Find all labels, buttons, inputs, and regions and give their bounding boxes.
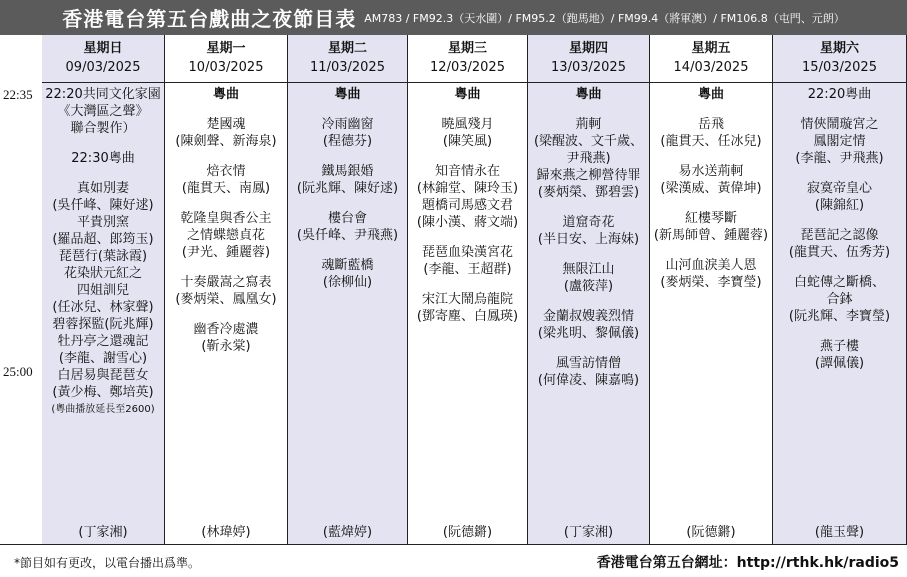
day-header xyxy=(42,35,164,83)
page-footer xyxy=(0,544,907,577)
program-list xyxy=(528,83,649,389)
program-line: (梁漢威、黃偉坤) xyxy=(660,181,762,196)
spacer xyxy=(528,201,649,214)
day-name: 星期四 xyxy=(568,41,608,56)
program-line: 楚國魂 xyxy=(206,117,246,132)
program-line: (陳笑風) xyxy=(442,134,493,149)
day-header xyxy=(165,35,287,83)
day-date: 14/03/2025 xyxy=(673,60,749,75)
program-line: 魂斷藍橋 xyxy=(321,258,374,273)
spacer xyxy=(773,167,906,180)
program-line: 十奏嚴嵩之寫表 xyxy=(180,275,272,290)
spacer xyxy=(773,261,906,274)
program-line: 牡丹亭之還魂記 xyxy=(57,334,149,349)
day-date: 10/03/2025 xyxy=(188,60,264,75)
day-column xyxy=(773,35,907,544)
program-line: (吳仟峰、尹飛燕) xyxy=(296,228,399,243)
program-line: (徐柳仙) xyxy=(322,275,373,290)
program-line: (半日安、上海妹) xyxy=(537,232,640,247)
program-line: (新馬師曾、鍾麗蓉) xyxy=(653,228,769,243)
program-line: 知音情永在 xyxy=(434,164,500,179)
spacer xyxy=(528,295,649,308)
program-line: 碧蓉探監(阮兆輝) xyxy=(52,317,154,332)
program-line: 22:30粵曲 xyxy=(71,151,135,166)
program-line: 題橋司馬感文君 xyxy=(421,198,513,213)
program-line: (陳小漢、蔣文端) xyxy=(416,215,519,230)
program-line: 曉風殘月 xyxy=(441,117,494,132)
program-line: 山河血淚美人恩 xyxy=(665,258,757,273)
day-header xyxy=(528,35,649,83)
host-name: (丁家湘) xyxy=(78,525,128,540)
program-line: (何偉凌、陳嘉鳴) xyxy=(537,373,640,388)
program-line: (黃少梅、鄭培英) xyxy=(52,385,154,400)
day-date: 13/03/2025 xyxy=(551,60,626,75)
day-column xyxy=(42,35,165,544)
spacer xyxy=(528,248,649,261)
spacer xyxy=(165,308,287,321)
program-line: 平貴別窯 xyxy=(76,215,129,230)
program-list xyxy=(288,83,407,291)
program-line: 花染狀元紅之 xyxy=(63,266,142,281)
footer-note: *節目如有更改，以電台播出爲準。 xyxy=(14,556,201,570)
spacer xyxy=(528,342,649,355)
host-name: (藍煒婷) xyxy=(322,525,373,540)
frequency-list: AM783 / FM92.3（天水圍）/ FM95.2（跑馬地）/ FM99.4（將軍澳）/ FM106.8（屯門、元朗） xyxy=(364,11,845,25)
program-line: (任冰兒、林家聲) xyxy=(52,300,154,315)
day-header xyxy=(288,35,407,83)
program-line: (羅品超、郎筠玉) xyxy=(52,232,154,247)
program-line: (李龍、王超群) xyxy=(423,262,512,277)
program-line: (龍貫天、南鳳) xyxy=(181,181,271,196)
program-line: 琵琶行(葉詠霞) xyxy=(58,249,148,264)
host-name: (丁家湘) xyxy=(563,525,614,540)
program-line: (麥炳榮、李寶瑩) xyxy=(660,275,762,290)
spacer xyxy=(408,278,527,291)
page-title: 香港電台第五台戲曲之夜節目表 xyxy=(62,7,357,31)
day-header xyxy=(408,35,527,83)
day-date: 15/03/2025 xyxy=(802,60,877,75)
program-line: 合鉢 xyxy=(826,292,853,307)
program-line: 金蘭叔嫂義烈情 xyxy=(542,309,634,324)
day-date: 09/03/2025 xyxy=(65,60,141,75)
program-line: 焙衣情 xyxy=(206,164,246,179)
spacer xyxy=(165,197,287,210)
host-name: (阮德鏘) xyxy=(442,525,493,540)
program-line: 寂寞帝皇心 xyxy=(806,181,872,196)
program-line: 粵曲 xyxy=(454,87,481,102)
program-line: (靳永棠) xyxy=(201,339,251,354)
day-header xyxy=(650,35,772,83)
spacer xyxy=(773,214,906,227)
program-line: (麥炳榮、鄧碧雲) xyxy=(537,185,640,200)
day-column xyxy=(288,35,408,544)
program-line: 鐵馬銀婚 xyxy=(321,164,374,179)
day-date: 11/03/2025 xyxy=(310,60,385,75)
program-line: 幽香冷處濃 xyxy=(193,322,259,337)
program-line: (龍貫天、伍秀芳) xyxy=(788,245,891,260)
program-line: (阮兆輝、李寶瑩) xyxy=(788,309,891,324)
program-line: (龍貫天、任冰兒) xyxy=(660,134,762,149)
spacer xyxy=(773,325,906,338)
host-name: (林瑋婷) xyxy=(201,525,251,540)
spacer xyxy=(42,167,164,180)
day-column xyxy=(165,35,288,544)
program-line: 之情蝶戀貞花 xyxy=(186,228,265,243)
schedule-grid xyxy=(0,35,907,544)
day-date: 12/03/2025 xyxy=(430,60,505,75)
program-line: 鳳閣定情 xyxy=(813,134,866,149)
host-name: (龍玉聲) xyxy=(814,525,865,540)
program-line: 22:20粵曲 xyxy=(807,87,872,102)
spacer xyxy=(408,231,527,244)
time-end: 25:00 xyxy=(3,364,33,379)
program-line: 岳飛 xyxy=(697,117,724,132)
day-column xyxy=(528,35,650,544)
program-line: 紅樓琴斷 xyxy=(684,211,737,226)
program-line: 無限江山 xyxy=(562,262,615,277)
program-line: 乾隆皇與香公主 xyxy=(180,211,272,226)
program-line: 風雪訪情僧 xyxy=(555,356,621,371)
program-list xyxy=(42,83,164,418)
day-column xyxy=(408,35,528,544)
program-list xyxy=(650,83,772,291)
day-header xyxy=(773,35,906,83)
program-line: (李龍、謝雪心) xyxy=(58,351,148,366)
program-line: 白蛇傳之斷橋、 xyxy=(793,275,885,290)
day-name: 星期二 xyxy=(327,41,367,56)
day-name: 星期五 xyxy=(691,41,731,56)
program-line: 琵琶血染漢宮花 xyxy=(421,245,513,260)
program-line: 粵曲 xyxy=(334,87,361,102)
day-column xyxy=(650,35,773,544)
program-line: 琵琶記之認像 xyxy=(800,228,879,243)
day-name: 星期三 xyxy=(447,41,487,56)
spacer xyxy=(650,244,772,257)
program-line: 情俠鬧璇宮之 xyxy=(800,117,879,132)
program-line: (梁醒波、文千歲、 xyxy=(533,134,644,149)
spacer xyxy=(650,150,772,163)
program-line: (麥炳榮、鳳凰女) xyxy=(175,292,277,307)
program-line: (尹光、鍾麗蓉) xyxy=(181,245,271,260)
footer-website: 香港電台第五台網址：http://rthk.hk/radio5 xyxy=(596,555,899,571)
program-line: 粵曲 xyxy=(697,87,724,102)
program-line: 聯合製作） xyxy=(70,121,136,136)
day-name: 星期一 xyxy=(206,41,246,56)
program-line: (程德芬) xyxy=(322,134,373,149)
program-line: (陳錦紅) xyxy=(814,198,865,213)
program-line: (譚佩儀) xyxy=(814,356,865,371)
program-line: 四姐訓兒 xyxy=(76,283,129,298)
program-line: 真如別妻 xyxy=(76,181,129,196)
spacer xyxy=(288,244,407,257)
spacer xyxy=(165,103,287,116)
time-column xyxy=(0,35,43,544)
program-line: 粵曲 xyxy=(212,87,239,102)
spacer xyxy=(408,150,527,163)
program-line: (林錦堂、陳玲玉) xyxy=(416,181,519,196)
page-header xyxy=(0,0,907,35)
program-line: 燕子樓 xyxy=(819,339,859,354)
spacer xyxy=(165,261,287,274)
program-line: (阮兆輝、陳好逑) xyxy=(296,181,399,196)
spacer xyxy=(288,150,407,163)
program-line: 粵曲 xyxy=(575,87,602,102)
spacer xyxy=(165,150,287,163)
program-line: 荊軻 xyxy=(575,117,602,132)
spacer xyxy=(773,103,906,116)
program-list xyxy=(165,83,287,355)
program-line: (李龍、尹飛燕) xyxy=(795,151,884,166)
program-line: 《大灣區之聲》 xyxy=(57,104,149,119)
program-line: 樓台會 xyxy=(327,211,367,226)
program-line: (梁兆明、黎佩儀) xyxy=(537,326,640,341)
day-name: 星期日 xyxy=(83,41,123,56)
program-list xyxy=(408,83,527,325)
program-line: (盧筱萍) xyxy=(563,279,614,294)
program-line: 宋江大鬧烏龍院 xyxy=(421,292,513,307)
program-line: 歸來燕之柳營待罪 xyxy=(536,168,641,183)
program-list xyxy=(773,83,906,372)
program-line: (粵曲播放延長至2600) xyxy=(51,404,155,415)
spacer xyxy=(650,197,772,210)
spacer xyxy=(528,103,649,116)
program-line: 道窟奇花 xyxy=(562,215,615,230)
spacer xyxy=(650,103,772,116)
spacer xyxy=(408,103,527,116)
time-start: 22:35 xyxy=(3,87,33,102)
program-line: 22:20共同文化家園 xyxy=(45,87,161,102)
host-name: (阮德鏘) xyxy=(686,525,736,540)
program-line: 易水送荊軻 xyxy=(678,164,744,179)
day-name: 星期六 xyxy=(819,41,859,56)
program-line: (陳劍聲、新海泉) xyxy=(175,134,277,149)
program-line: (鄧寄塵、白鳳瑛) xyxy=(416,309,519,324)
program-line: 冷雨幽窗 xyxy=(321,117,374,132)
spacer xyxy=(288,103,407,116)
program-line: 尹飛燕) xyxy=(566,151,611,166)
program-line: 白居易與琵琶女 xyxy=(57,368,149,383)
program-line: (吳仟峰、陳好逑) xyxy=(52,198,154,213)
spacer xyxy=(288,197,407,210)
spacer xyxy=(42,137,164,150)
